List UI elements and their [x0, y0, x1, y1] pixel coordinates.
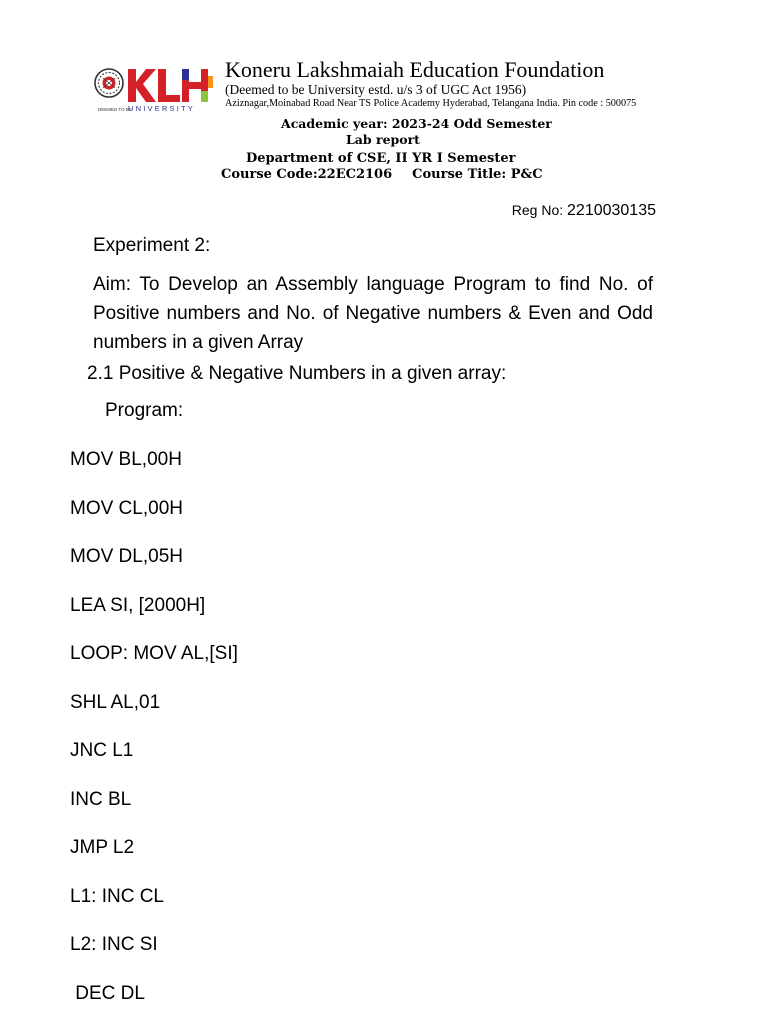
letterhead — [94, 56, 680, 112]
code-line: SHL AL,01 — [70, 688, 238, 737]
code-line: MOV DL,05H — [70, 542, 238, 591]
registration-number — [512, 202, 656, 220]
academic-year: Academic year: 2023-24 Odd Semester — [281, 116, 552, 131]
code-line: LOOP: MOV AL,[SI] — [70, 639, 238, 688]
experiment-title: Experiment 2: — [93, 231, 210, 260]
experiment-aim: Aim: To Develop an Assembly language Program to find No. of Positive numbers and No. of Negative numbers & Even and Odd numbers in a given Array — [93, 270, 653, 357]
program-label: Program: — [105, 396, 183, 425]
registration-value: 2210030135 — [567, 202, 656, 219]
course-title: Course Title: P&C — [412, 167, 542, 182]
organization-address: Aziznagar,Moinabad Road Near TS Police Academy Hyderabad, Telangana India. Pin code : 500075 — [225, 98, 636, 110]
course-info — [221, 167, 543, 182]
code-line: L2: INC SI — [70, 930, 238, 979]
section-title: 2.1 Positive & Negative Numbers in a given array: — [87, 359, 506, 388]
registration-label: Reg No: — [512, 202, 567, 218]
klh-university-logo — [94, 66, 218, 112]
code-line: JNC L1 — [70, 736, 238, 785]
code-line: JMP L2 — [70, 833, 238, 882]
code-line: L1: INC CL — [70, 882, 238, 931]
code-line: MOV CL,00H — [70, 494, 238, 543]
code-line: DEC DL — [70, 979, 238, 1027]
department: Department of CSE, II YR I Semester — [246, 151, 515, 166]
organization-name: Koneru Lakshmaiah Education Foundation — [225, 58, 604, 82]
logo-seal-text: DEEMED TO BE — [98, 107, 132, 112]
code-line: MOV BL,00H — [70, 445, 238, 494]
report-type: Lab report — [346, 132, 420, 147]
code-listing — [70, 445, 238, 1027]
code-line: LEA SI, [2000H] — [70, 591, 238, 640]
course-code: Course Code:22EC2106 — [221, 167, 392, 182]
code-line: INC BL — [70, 785, 238, 834]
logo-tagline: UNIVERSITY — [128, 104, 195, 112]
organization-status: (Deemed to be University estd. u/s 3 of UGC Act 1956) — [225, 82, 526, 97]
